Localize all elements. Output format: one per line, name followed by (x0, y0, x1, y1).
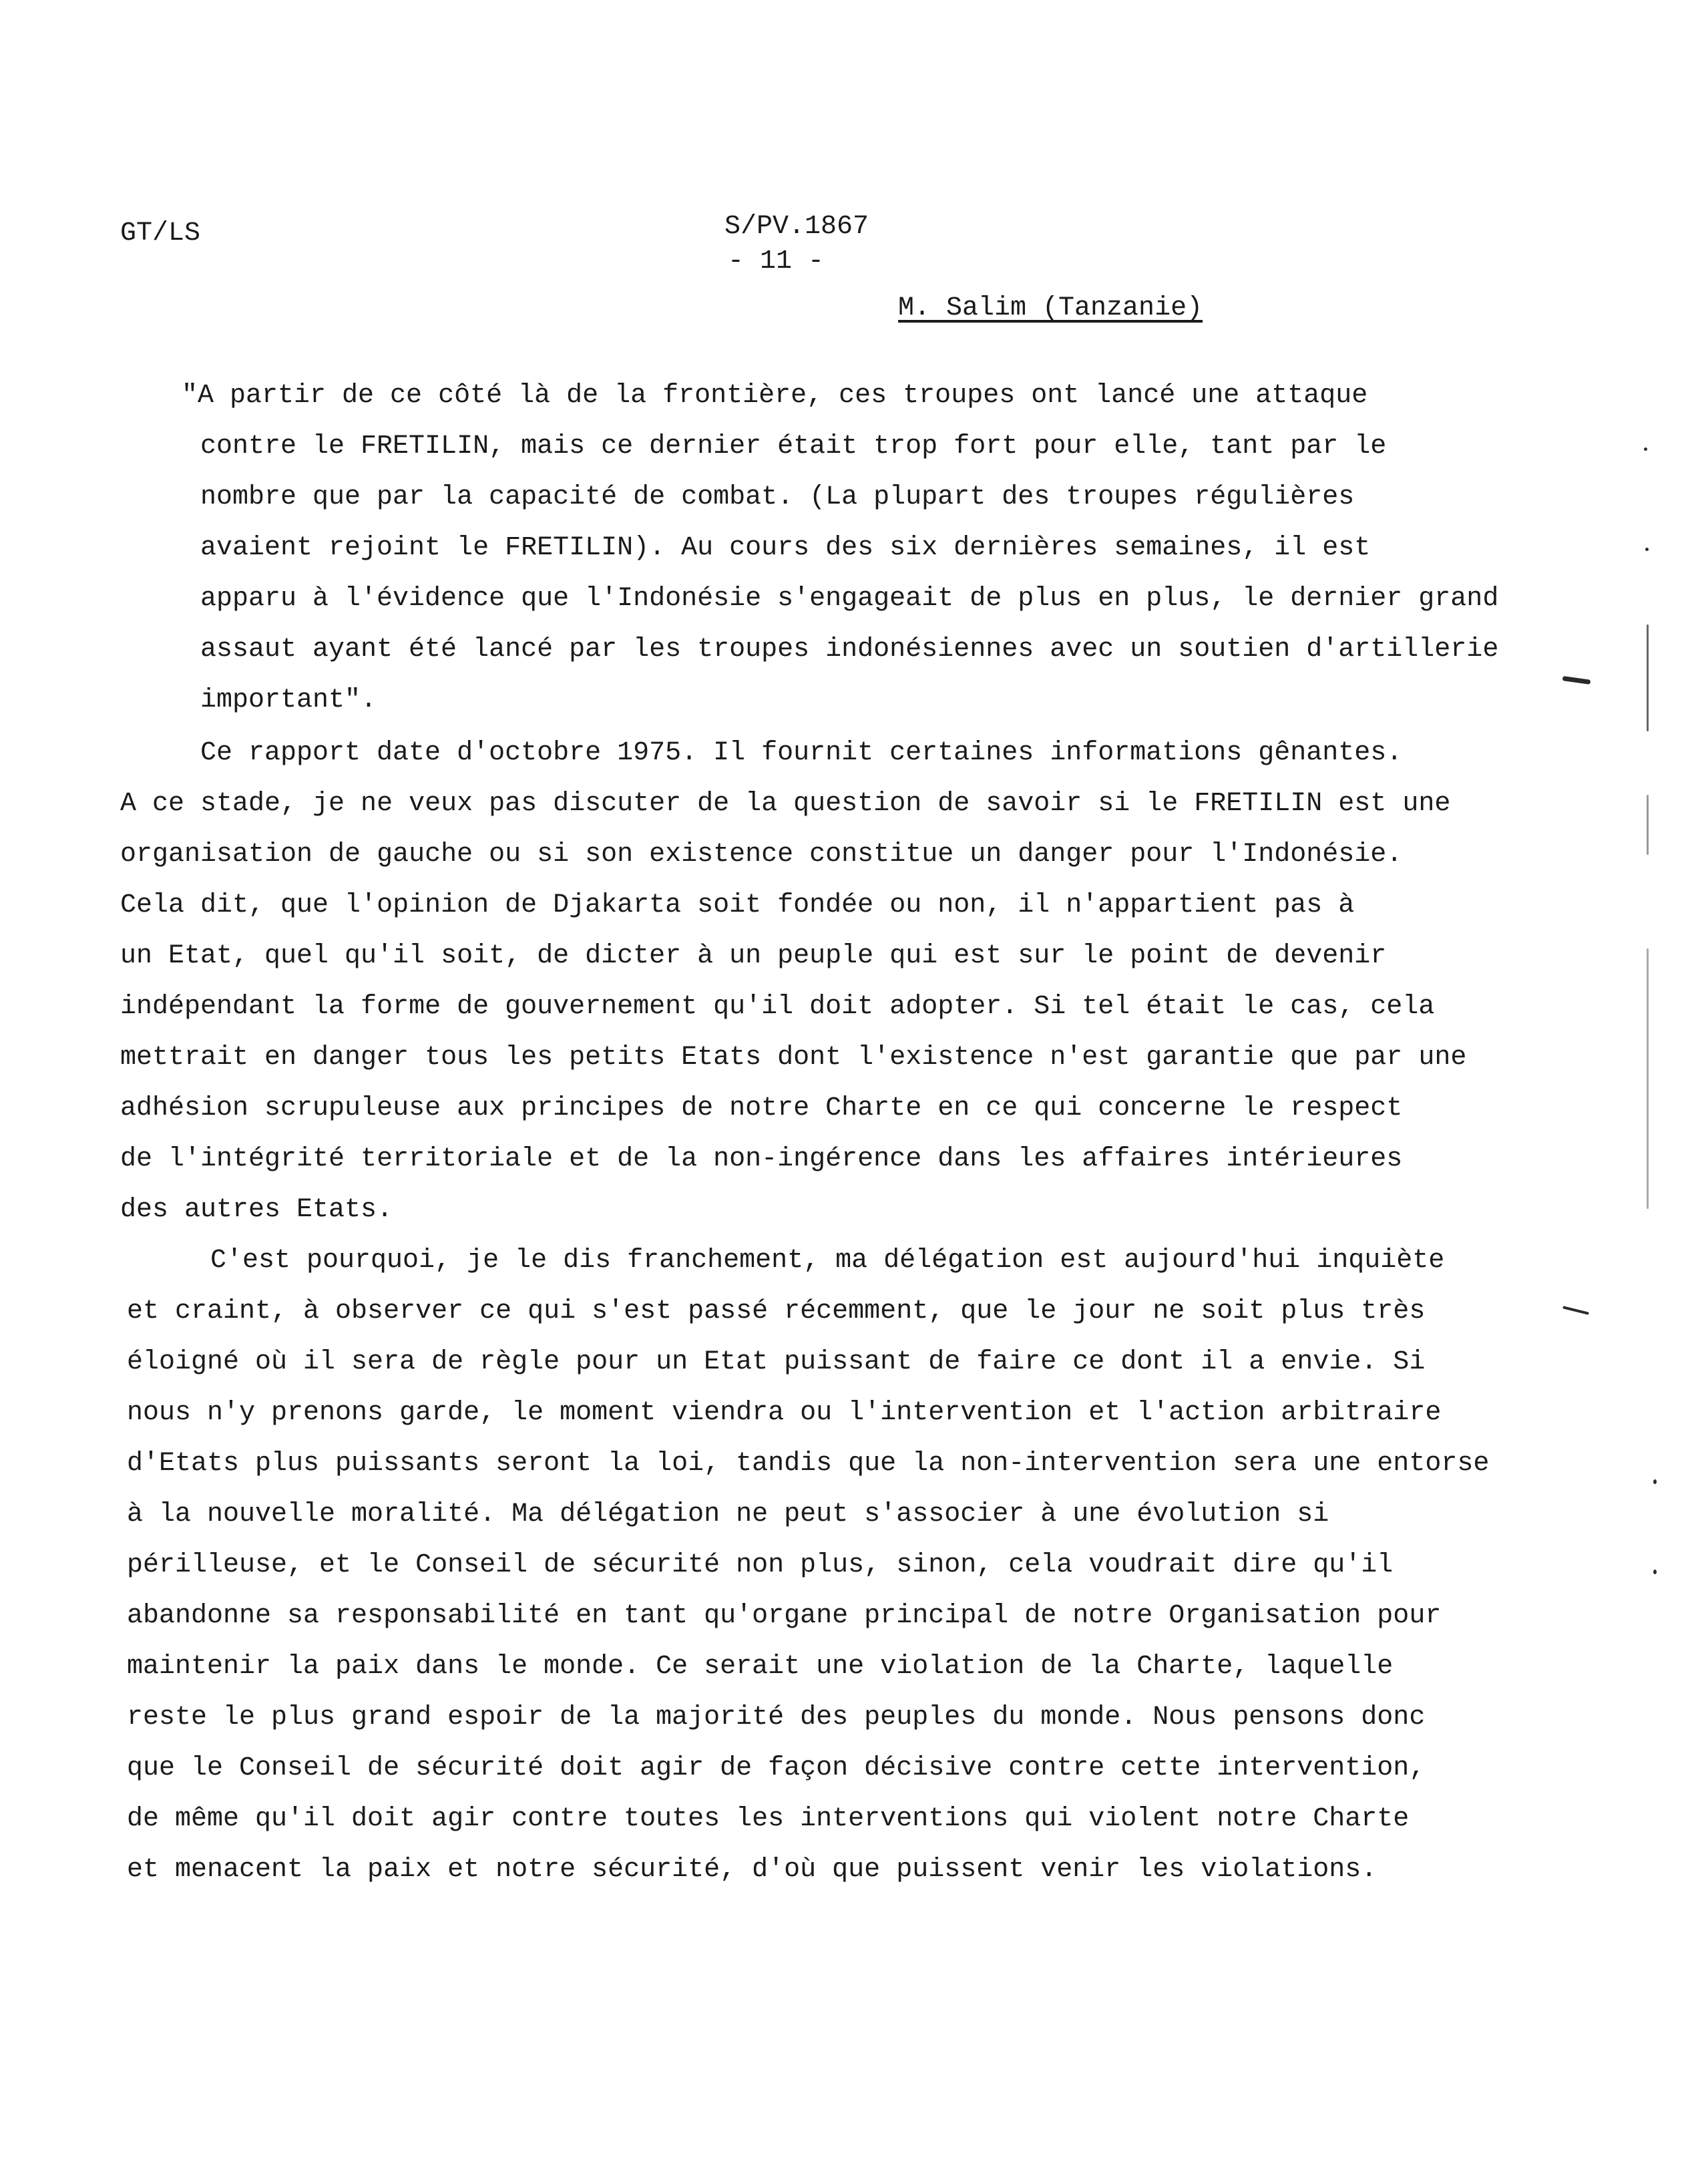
quote-line: nombre que par la capacité de combat. (La plupart des troupes régulières (200, 482, 1355, 512)
page-number: - 11 - (728, 246, 825, 277)
scan-mark (1647, 624, 1649, 731)
quote-line: important". (200, 685, 377, 715)
scan-mark (1653, 1479, 1657, 1484)
document-code: GT/LS (120, 218, 201, 248)
paragraph-line: éloigné où il sera de règle pour un Etat puissant de faire ce dont il a envie. Si (127, 1347, 1426, 1377)
body-paragraph-2 (0, 1236, 1688, 1997)
scan-mark (1653, 1570, 1657, 1574)
paragraph-line: un Etat, quel qu'il soit, de dicter à un peuple qui est sur le point de devenir (120, 941, 1387, 971)
paragraph-line: Cela dit, que l'opinion de Djakarta soit fondée ou non, il n'appartient pas à (120, 890, 1355, 920)
paragraph-line: organisation de gauche ou si son existence constitue un danger pour l'Indonésie. (120, 840, 1403, 870)
paragraph-line: et craint, à observer ce qui s'est passé récemment, que le jour ne soit plus très (127, 1296, 1426, 1326)
quote-line: contre le FRETILIN, mais ce dernier était trop fort pour elle, tant par le (200, 431, 1387, 462)
paragraph-line: A ce stade, je ne veux pas discuter de la question de savoir si le FRETILIN est une (120, 789, 1451, 819)
paragraph-line: reste le plus grand espoir de la majorité des peuples du monde. Nous pensons donc (127, 1702, 1426, 1733)
paragraph-line: nous n'y prenons garde, le moment viendra ou l'intervention et l'action arbitraire (127, 1398, 1442, 1428)
paragraph-line: de l'intégrité territoriale et de la non-ingérence dans les affaires intérieures (120, 1144, 1403, 1174)
paragraph-line: C'est pourquoi, je le dis franchement, ma délégation est aujourd'hui inquiète (210, 1246, 1445, 1276)
paragraph-line: abandonne sa responsabilité en tant qu'organe principal de notre Organisation pour (127, 1601, 1442, 1631)
paragraph-line: des autres Etats. (120, 1195, 393, 1225)
paragraph-line: mettrait en danger tous les petits Etats dont l'existence n'est garantie que par une (120, 1043, 1467, 1073)
scan-mark (1644, 447, 1647, 451)
scan-mark (1647, 795, 1649, 855)
paragraph-line: Ce rapport date d'octobre 1975. Il fournit certaines informations gênantes. (200, 738, 1403, 768)
quote-line: "A partir de ce côté là de la frontière, ces troupes ont lancé une attaque (182, 381, 1368, 411)
speaker-name: M. Salim (Tanzanie) (898, 293, 1203, 323)
quote-line: avaient rejoint le FRETILIN). Au cours des six dernières semaines, il est (200, 533, 1371, 563)
scan-mark (1645, 548, 1649, 551)
paragraph-line: que le Conseil de sécurité doit agir de façon décisive contre cette intervention, (127, 1753, 1426, 1783)
paragraph-line: à la nouvelle moralité. Ma délégation ne peut s'associer à une évolution si (127, 1499, 1329, 1529)
paragraph-line: indépendant la forme de gouvernement qu'il doit adopter. Si tel était le cas, cela (120, 992, 1435, 1022)
paragraph-line: d'Etats plus puissants seront la loi, tandis que la non-intervention sera une entorse (127, 1449, 1490, 1479)
quote-line: assaut ayant été lancé par les troupes indonésiennes avec un soutien d'artillerie (200, 634, 1499, 665)
paragraph-line: adhésion scrupuleuse aux principes de notre Charte en ce qui concerne le respect (120, 1093, 1403, 1123)
document-symbol: S/PV.1867 (724, 212, 869, 242)
scan-mark (1647, 948, 1649, 1209)
paragraph-line: et menacent la paix et notre sécurité, d'où que puissent venir les violations. (127, 1855, 1378, 1885)
paragraph-line: maintenir la paix dans le monde. Ce serait une violation de la Charte, laquelle (127, 1652, 1394, 1682)
paragraph-line: périlleuse, et le Conseil de sécurité non plus, sinon, cela voudrait dire qu'il (127, 1550, 1394, 1580)
paragraph-line: de même qu'il doit agir contre toutes les interventions qui violent notre Charte (127, 1804, 1410, 1834)
quote-line: apparu à l'évidence que l'Indonésie s'engageait de plus en plus, le dernier grand (200, 584, 1499, 614)
